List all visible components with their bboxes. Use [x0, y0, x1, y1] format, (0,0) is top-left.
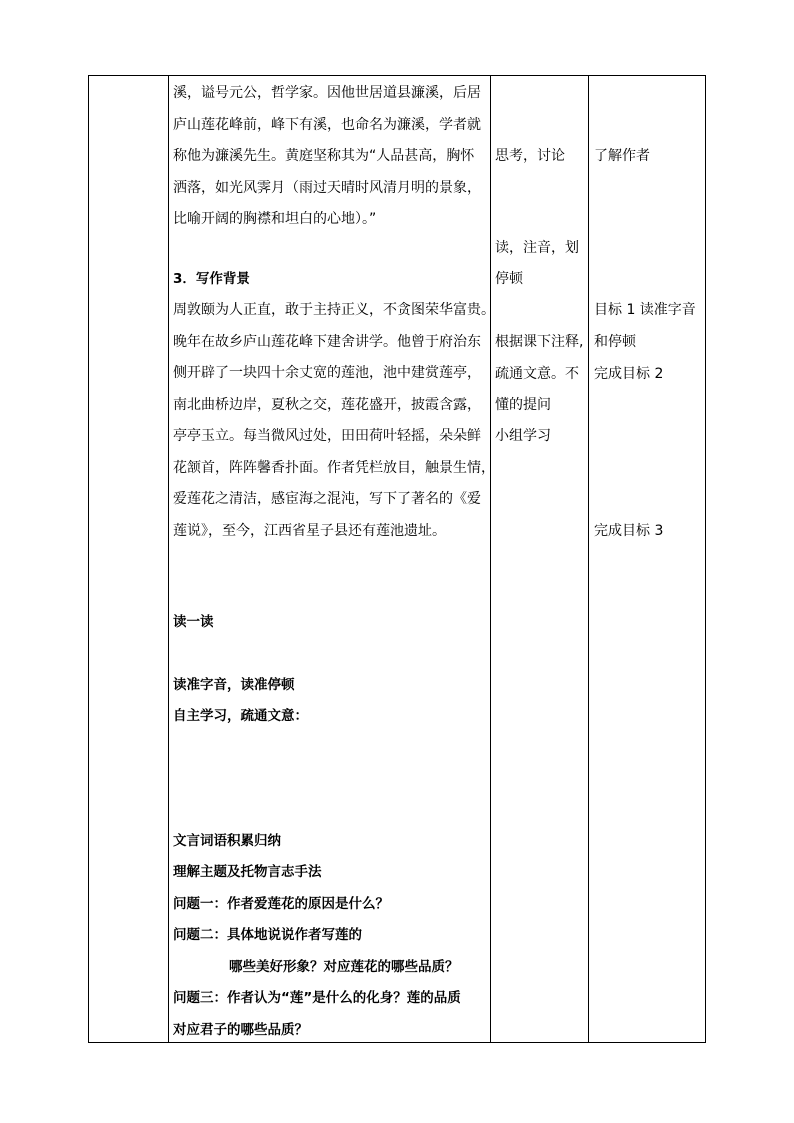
- read-heading: 读一读: [173, 614, 214, 630]
- intro-line: 洒落，如光风霁月（雨过天晴时风清月明的景象，: [173, 180, 481, 196]
- question-2-cont: 哪些美好形象？对应莲花的哪些品质？: [229, 959, 459, 975]
- activity-text: 根据课下注释,: [495, 334, 584, 350]
- read-item: 读准字音，读准停顿: [173, 677, 295, 693]
- column-divider: [588, 76, 589, 1042]
- intro-line: 庐山莲花峰前，峰下有溪，也命名为濂溪，学者就: [173, 117, 481, 133]
- column-divider: [490, 76, 491, 1042]
- question-1: 问题一：作者爱莲花的原因是什么？: [173, 896, 389, 912]
- wenyan-heading: 文言词语积累归纳: [173, 833, 281, 849]
- activity-text: 懂的提问: [495, 397, 551, 413]
- background-line: 南北曲桥边岸，夏秋之交，莲花盛开，披霞含露，: [173, 397, 481, 413]
- intro-line: 比喻开阔的胸襟和坦白的心地）。”: [173, 211, 377, 227]
- activity-text: 读，注音，划: [495, 240, 579, 256]
- activity-text: 小组学习: [495, 428, 551, 444]
- question-2: 问题二：具体地说说作者写莲的: [173, 927, 362, 943]
- intro-line: 溪，谥号元公，哲学家。因他世居道县濂溪，后居: [173, 85, 481, 101]
- activity-text: 疏通文意。不: [495, 366, 579, 382]
- background-line: 花颔首，阵阵馨香扑面。作者凭栏放目，触景生情，: [173, 460, 495, 476]
- activity-text: 停顿: [495, 271, 523, 287]
- goal-text: 和停顿: [594, 334, 636, 350]
- background-line: 晚年在故乡庐山莲花峰下建舍讲学。他曾于府治东: [173, 334, 481, 350]
- question-3: 问题三：作者认为“莲”是什么的化身？莲的品质: [173, 990, 461, 1006]
- background-line: 侧开辟了一块四十余丈宽的莲池，池中建赏莲亭，: [173, 365, 481, 381]
- goal-text: 完成目标 3: [594, 523, 664, 539]
- theme-heading: 理解主题及托物言志手法: [173, 864, 322, 880]
- goal-text: 了解作者: [594, 148, 650, 164]
- background-line: 亭亭玉立。每当微风过处，田田荷叶轻摇，朵朵鲜: [173, 428, 481, 444]
- activity-text: 思考，讨论: [495, 148, 565, 164]
- question-3-cont: 对应君子的哪些品质？: [173, 1022, 308, 1038]
- background-line: 莲说》，至今，江西省星子县还有莲池遗址。: [173, 523, 446, 539]
- column-divider: [168, 76, 169, 1042]
- goal-text: 完成目标 2: [594, 366, 664, 382]
- goal-text: 目标 1 读准字音: [594, 302, 696, 318]
- background-line: 爱莲花之清洁，感宦海之混沌，写下了著名的《爱: [173, 491, 481, 507]
- background-heading: 3．写作背景: [173, 271, 250, 287]
- background-line: 周敦颐为人正直，敢于主持正义，不贪图荣华富贵。: [173, 302, 495, 318]
- read-item: 自主学习，疏通文意：: [173, 708, 308, 724]
- lesson-table: [88, 75, 706, 1043]
- intro-line: 称他为濂溪先生。黄庭坚称其为“人品甚高，胸怀: [173, 148, 475, 164]
